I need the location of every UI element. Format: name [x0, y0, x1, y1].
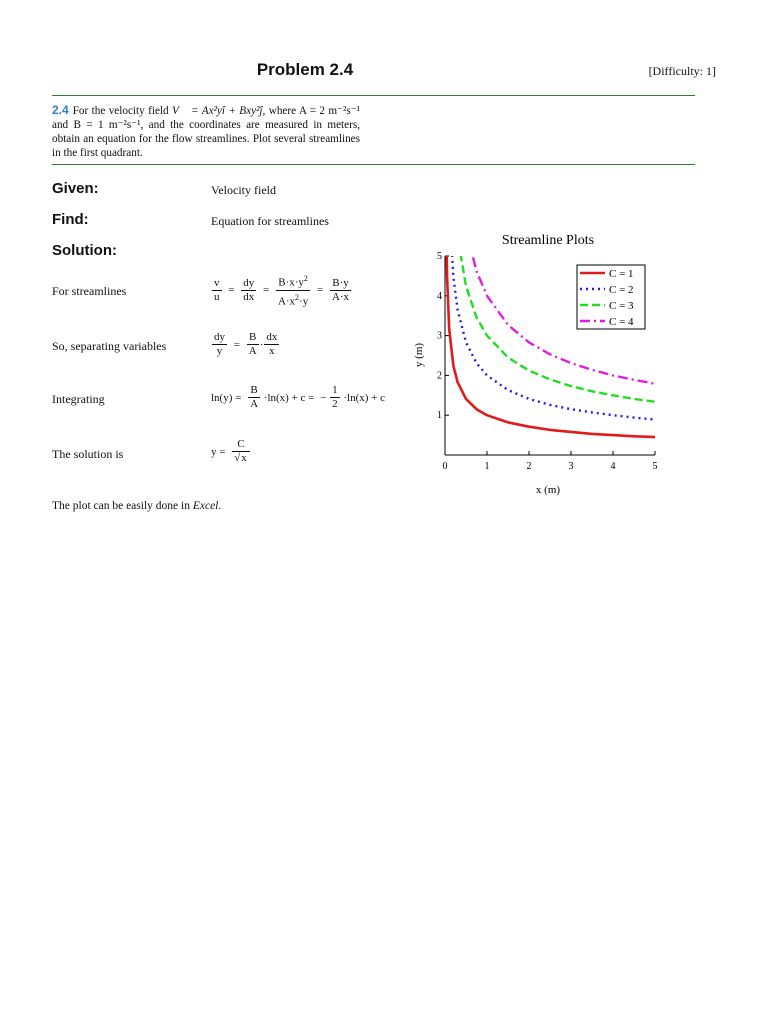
statement-text-1: For the velocity field	[72, 105, 173, 117]
step-streamlines-label: For streamlines	[52, 284, 127, 298]
solution-equation: y = $\frac{C}{√x}$	[211, 438, 251, 465]
y-tick-label: 1	[437, 410, 442, 422]
y-axis-label: y (m)	[413, 342, 425, 368]
dy-over-dx: $\frac{dy}{dx}$	[243, 276, 255, 303]
chart-title: Streamline Plots	[501, 233, 595, 248]
footer-note: The plot can be easily done in Excel.	[52, 500, 222, 512]
y-tick-label: 4	[437, 290, 442, 302]
statement-text-2: where A = 2 m⁻²s⁻¹ and B = 1 m⁻²s⁻¹, and the coordinates are measured in meters, obtain an equation for the flow streamlines. Plot several streamlines in the first quadrant.	[52, 105, 361, 159]
separated-equation: $\frac{dy}{y}$ = $\frac{B}{A}$ · $\frac{dx}{x}$	[214, 331, 278, 357]
x-tick-label: 2	[526, 461, 532, 472]
y-tick-label: 2	[437, 370, 442, 382]
find-value: Equation for streamlines	[211, 214, 329, 228]
x-tick-label: 0	[442, 461, 448, 472]
x-tick-group	[443, 451, 658, 472]
legend-label: C = 2	[609, 284, 634, 296]
solution-heading: Solution:	[52, 242, 117, 259]
v-over-u: $\frac{v}{u}$	[214, 276, 220, 303]
excel-word: Excel	[192, 500, 219, 512]
by-over-ax: $\frac{B\cdot y}{A\cdot x}$	[331, 276, 350, 303]
find-heading: Find:	[52, 211, 89, 228]
problem-number: 2.4	[52, 103, 69, 117]
chart-legend	[577, 265, 645, 329]
given-value: Velocity field	[211, 183, 276, 197]
streamline-equation: $\frac{v}{u}$ = $\frac{dy}{dx}$ = $\frac{B\cdot x\cdot y^2}{A\cdot x^2\cdot y}$ = $\frac{B\cdot y}{A\cdot x}$	[214, 274, 350, 308]
x-tick-label: 3	[568, 461, 574, 472]
x-axis-label: x (m)	[535, 484, 561, 496]
x-tick-label: 5	[652, 461, 658, 472]
legend-label: C = 3	[609, 300, 634, 312]
integrated-equation: ln(y) = $\frac{B}{A}$ ·ln(x) + c = − $\frac{1}{2}$ ·ln(x) + c	[211, 384, 385, 410]
difficulty-label: [Difficulty: 1]	[648, 64, 716, 78]
step-separating-label: So, separating variables	[52, 339, 167, 353]
x-tick-label: 1	[484, 461, 490, 472]
problem-statement	[52, 103, 360, 160]
top-divider	[52, 95, 695, 96]
y-tick-label: 5	[437, 251, 442, 262]
legend-label: C = 4	[609, 316, 634, 328]
x-tick-label: 4	[610, 461, 616, 472]
bottom-divider	[52, 164, 695, 165]
series-group	[447, 225, 655, 437]
step-solution-label: The solution is	[52, 447, 124, 461]
bxy2-over-ax2y: $\frac{B\cdot x\cdot y^2}{A\cdot x^2\cdot y}$	[277, 274, 309, 308]
y-tick-label: 3	[437, 330, 442, 342]
given-heading: Given:	[52, 180, 99, 197]
velocity-equation: V⃗ = Ax²yî + Bxy²ĵ,	[172, 105, 266, 117]
legend-label: C = 1	[609, 268, 634, 280]
page-title: Problem 2.4	[256, 60, 354, 79]
streamline-chart	[400, 225, 690, 505]
step-integrating-label: Integrating	[52, 392, 105, 406]
